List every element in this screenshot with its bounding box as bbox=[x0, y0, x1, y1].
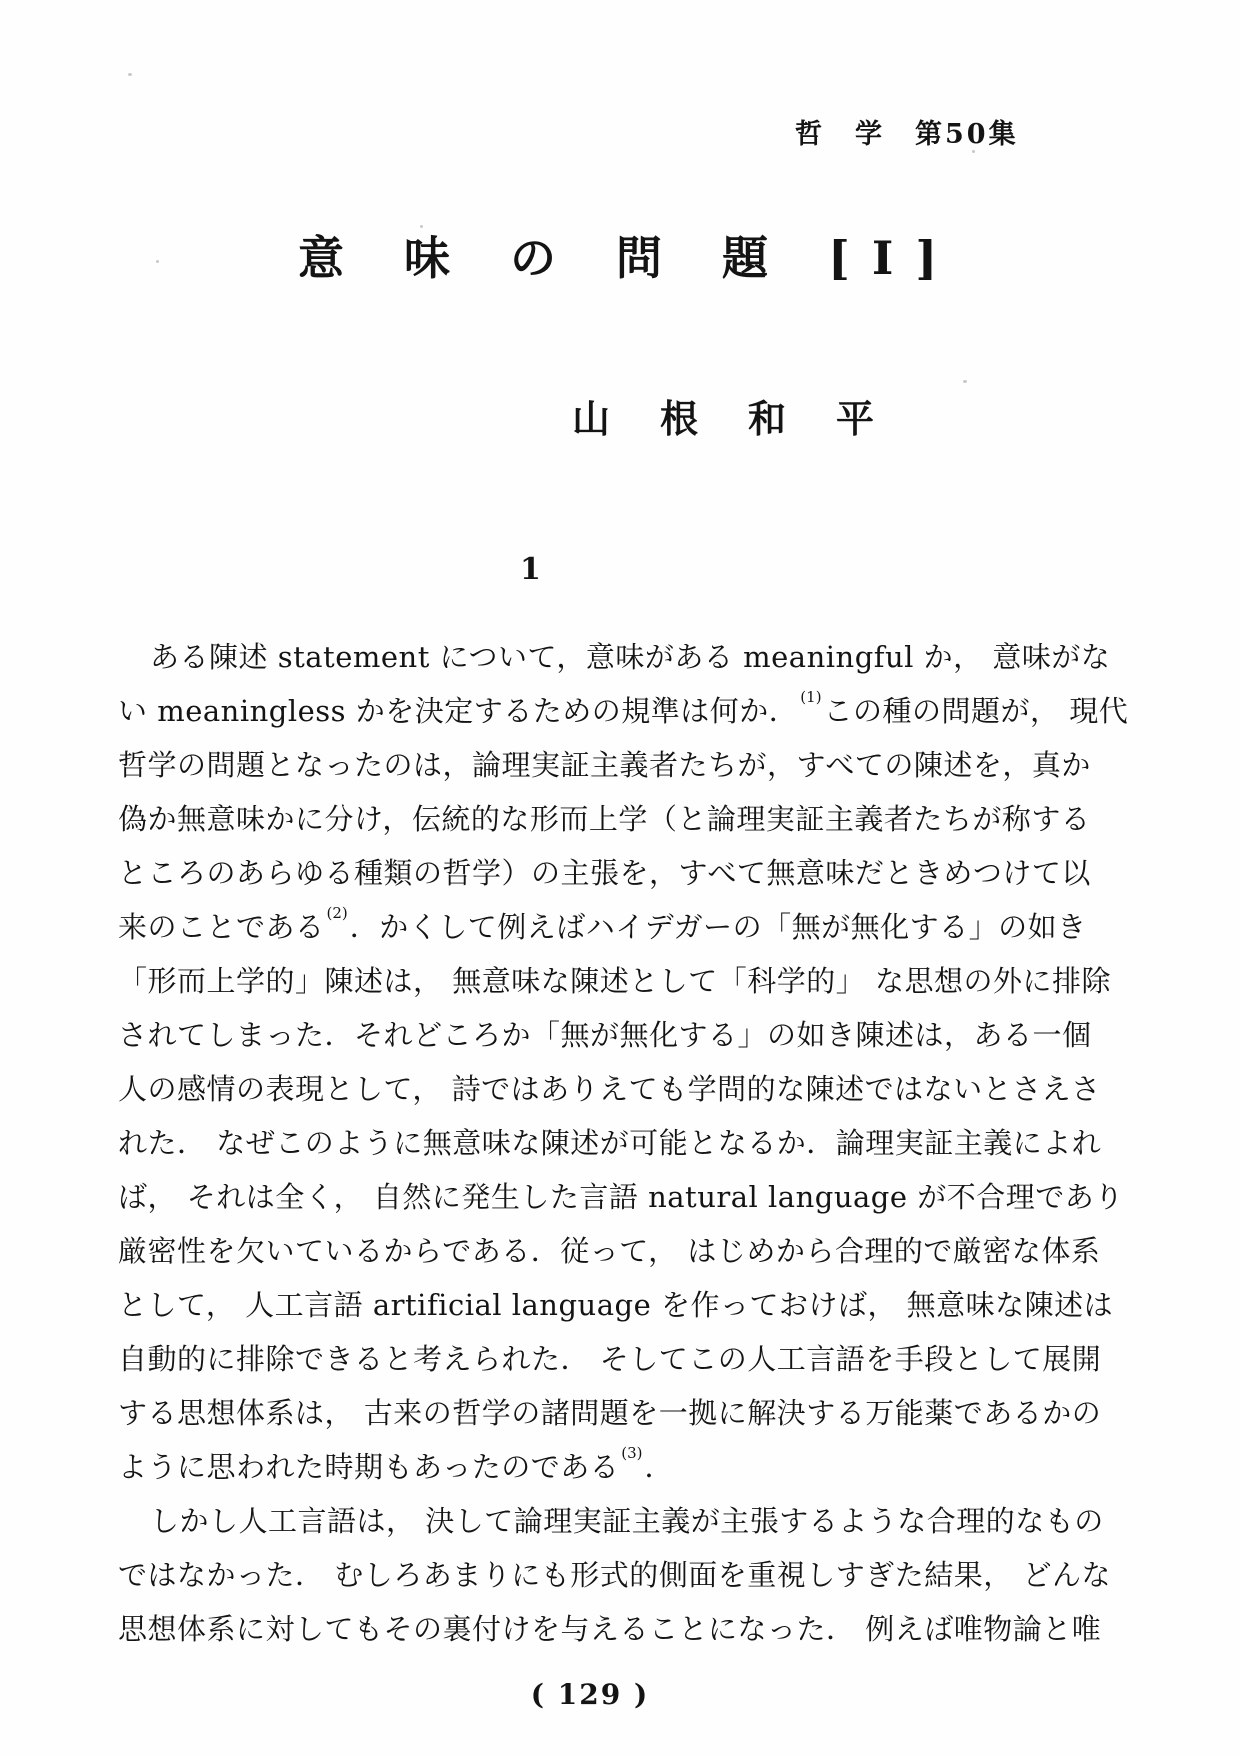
scan-speck bbox=[963, 380, 967, 383]
body-line bbox=[118, 1170, 1124, 1224]
body-line-text: する思想体系は， 古来の哲学の諸問題を一拠に解決する万能薬であるかの bbox=[118, 1396, 1102, 1430]
body-line-text: ば， それは全く， 自然に発生した言語 natural language が不合理であり bbox=[118, 1180, 1124, 1214]
body-line-text: い meaningless かを決定するための規準は何か． bbox=[118, 694, 799, 728]
body-line bbox=[118, 738, 1091, 792]
body-line bbox=[118, 1440, 1010, 1494]
body-line bbox=[118, 684, 1129, 738]
body-line-text: れた． なぜこのように無意味な陳述が可能となるか．論理実証主義によれ bbox=[118, 1126, 1102, 1160]
footnote-marker: (2) bbox=[326, 904, 348, 922]
body-line-text: 偽か無意味かに分け，伝統的な形而上学（と論理実証主義者たちが称する bbox=[118, 802, 1091, 836]
body-line-text: 思想体系に対してもその裏付けを与えることになった． 例えば唯物論と唯 bbox=[118, 1612, 1102, 1646]
body-line-text: ．かくして例えばハイデガーの「無が無化する」の如き bbox=[349, 910, 1087, 944]
body-line bbox=[118, 900, 1087, 954]
journal-header: 哲 学 第50集 bbox=[795, 119, 1019, 150]
body-line-text: しかし人工言語は， 決して論理実証主義が主張するような合理的なもの bbox=[150, 1504, 1104, 1538]
body-line-text: 来のことである bbox=[118, 910, 325, 944]
body-line-text: されてしまった．それどころか「無が無化する」の如き陳述は，ある一個 bbox=[118, 1018, 1092, 1052]
body-line-text: ． bbox=[644, 1450, 674, 1484]
page-number: ( 129 ) bbox=[530, 1678, 650, 1711]
body-line bbox=[118, 954, 1111, 1008]
body-line-text: 自動的に排除できると考えられた． そしてこの人工言語を手段として展開 bbox=[118, 1342, 1102, 1376]
footnote-marker: (3) bbox=[621, 1444, 643, 1462]
body-line-text: として， 人工言語 artificial language を作っておけば， 無意味な陳述は bbox=[118, 1288, 1114, 1322]
body-line bbox=[118, 1602, 1102, 1656]
scan-speck bbox=[156, 260, 159, 263]
body-line-text: 哲学の問題となったのは，論理実証主義者たちが，すべての陳述を，真か bbox=[118, 748, 1091, 782]
body-text bbox=[118, 630, 1129, 1656]
body-line-text: ところのあらゆる種類の哲学）の主張を，すべて無意味だときめつけて以 bbox=[118, 856, 1091, 890]
body-line-text: ように思われた時期もあったのである bbox=[118, 1450, 620, 1484]
body-line bbox=[118, 1494, 1104, 1548]
body-line-text: 厳密性を欠いているからである．従って， はじめから合理的で厳密な体系 bbox=[118, 1234, 1101, 1268]
body-line bbox=[118, 630, 1111, 684]
body-line bbox=[118, 1548, 1111, 1602]
body-line bbox=[118, 1332, 1102, 1386]
section-number: 1 bbox=[520, 552, 541, 587]
body-line bbox=[118, 1008, 1092, 1062]
body-line bbox=[118, 846, 1091, 900]
body-line bbox=[118, 1278, 1114, 1332]
body-line bbox=[118, 1116, 1102, 1170]
body-line-text: ではなかった． むしろあまりにも形式的側面を重視しすぎた結果， どんな bbox=[118, 1558, 1111, 1592]
body-line bbox=[118, 792, 1091, 846]
body-line-text: ある陳述 statement について，意味がある meaningful か， 意味がな bbox=[150, 640, 1111, 674]
article-title: 意 味 の 問 題 [I] bbox=[298, 231, 960, 285]
footnote-marker: (1) bbox=[800, 688, 822, 706]
author-name: 山 根 和 平 bbox=[572, 396, 881, 441]
body-line bbox=[118, 1386, 1102, 1440]
body-line-text: この種の問題が， 現代 bbox=[823, 694, 1129, 728]
scan-speck bbox=[128, 73, 132, 76]
body-line-text: 「形而上学的」陳述は， 無意味な陳述として「科学的」 な思想の外に排除 bbox=[118, 964, 1111, 998]
body-line-text: 人の感情の表現として， 詩ではありえても学問的な陳述ではないとさえさ bbox=[118, 1072, 1101, 1106]
body-line bbox=[118, 1224, 1101, 1278]
body-line bbox=[118, 1062, 1101, 1116]
